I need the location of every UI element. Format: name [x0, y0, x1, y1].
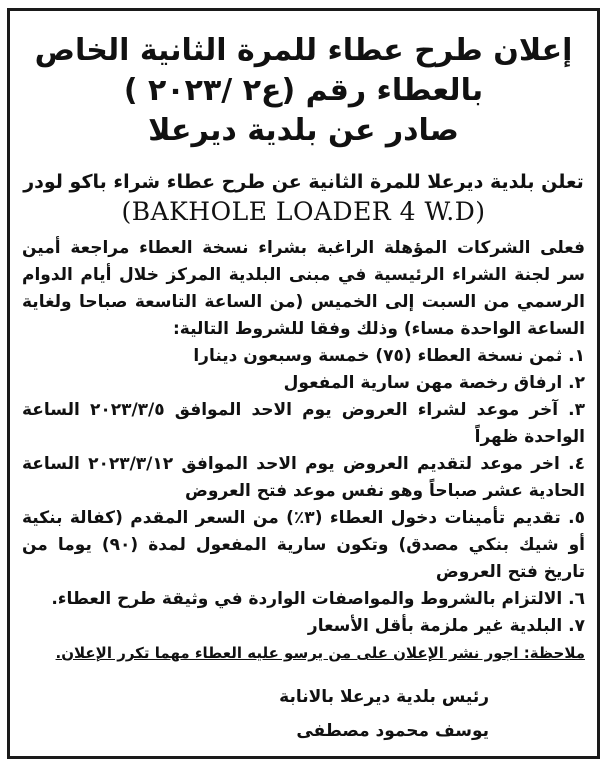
announcement-header	[10, 31, 597, 151]
signature-title: رئيس بلدية ديرعلا بالانابة	[279, 687, 489, 707]
note: ملاحظة: اجور نشر الإعلان على من يرسو عليه العطاء مهما تكرر الإعلان.	[55, 644, 585, 662]
title-line-2: بالعطاء رقم (ع٢ /٢٠٢٣ )	[123, 73, 484, 108]
signature-block	[10, 680, 597, 748]
condition-item: ٤. اخر موعد لتقديم العروض يوم الاحد الموافق ٢٠٢٣/٣/١٢ الساعة الحادية عشر صباحاً وهو نفس موعد فتح العروض	[22, 454, 585, 501]
announcement-body	[10, 229, 597, 664]
condition-item: ٢. ارفاق رخصة مهن سارية المفعول	[283, 373, 585, 393]
title-line-3: صادر عن بلدية ديرعلا	[148, 113, 459, 148]
intro-paragraph: فعلى الشركات المؤهلة الراغبة بشراء نسخة العطاء مراجعة أمين سر لجنة الشراء الرئيسية في مبنى البلدية المركز خلال أيام الدوام الرسمي من السبت إلى الخميس (من الساعة التاسعة صباحا ولغاية الساعة الواحدة مساء) وذلك وفقا للشروط التالية:	[22, 238, 585, 339]
subtitle: تعلن بلدية ديرعلا للمرة الثانية عن طرح عطاء شراء باكو لودر	[23, 171, 584, 193]
conditions-list	[22, 343, 585, 640]
condition-item: ٧. البلدية غير ملزمة بأقل الأسعار	[307, 616, 585, 636]
subtitle-latin: (BAKHOLE LOADER 4 W.D)	[121, 197, 486, 226]
condition-item: ٥. تقديم تأمينات دخول العطاء (٣٪) من السعر المقدم (كفالة بنكية أو شيك بنكي مصدق) وتكون سارية المفعول لمدة (٩٠) يوما من تاريخ فتح العروض	[22, 508, 586, 582]
condition-item: ٦. الالتزام بالشروط والمواصفات الواردة في وثيقة طرح العطاء.	[51, 589, 585, 609]
condition-item: ١. ثمن نسخة العطاء (٧٥) خمسة وسبعون دينارا	[193, 346, 585, 366]
condition-item: ٣. آخر موعد لشراء العروض يوم الاحد الموافق ٢٠٢٣/٣/٥ الساعة الواحدة ظهراً	[22, 400, 585, 447]
signature-name: يوسف محمود مصطفى	[296, 721, 489, 741]
announcement-frame	[7, 8, 600, 759]
title-line-1: إعلان طرح عطاء للمرة الثانية الخاص	[34, 33, 573, 68]
